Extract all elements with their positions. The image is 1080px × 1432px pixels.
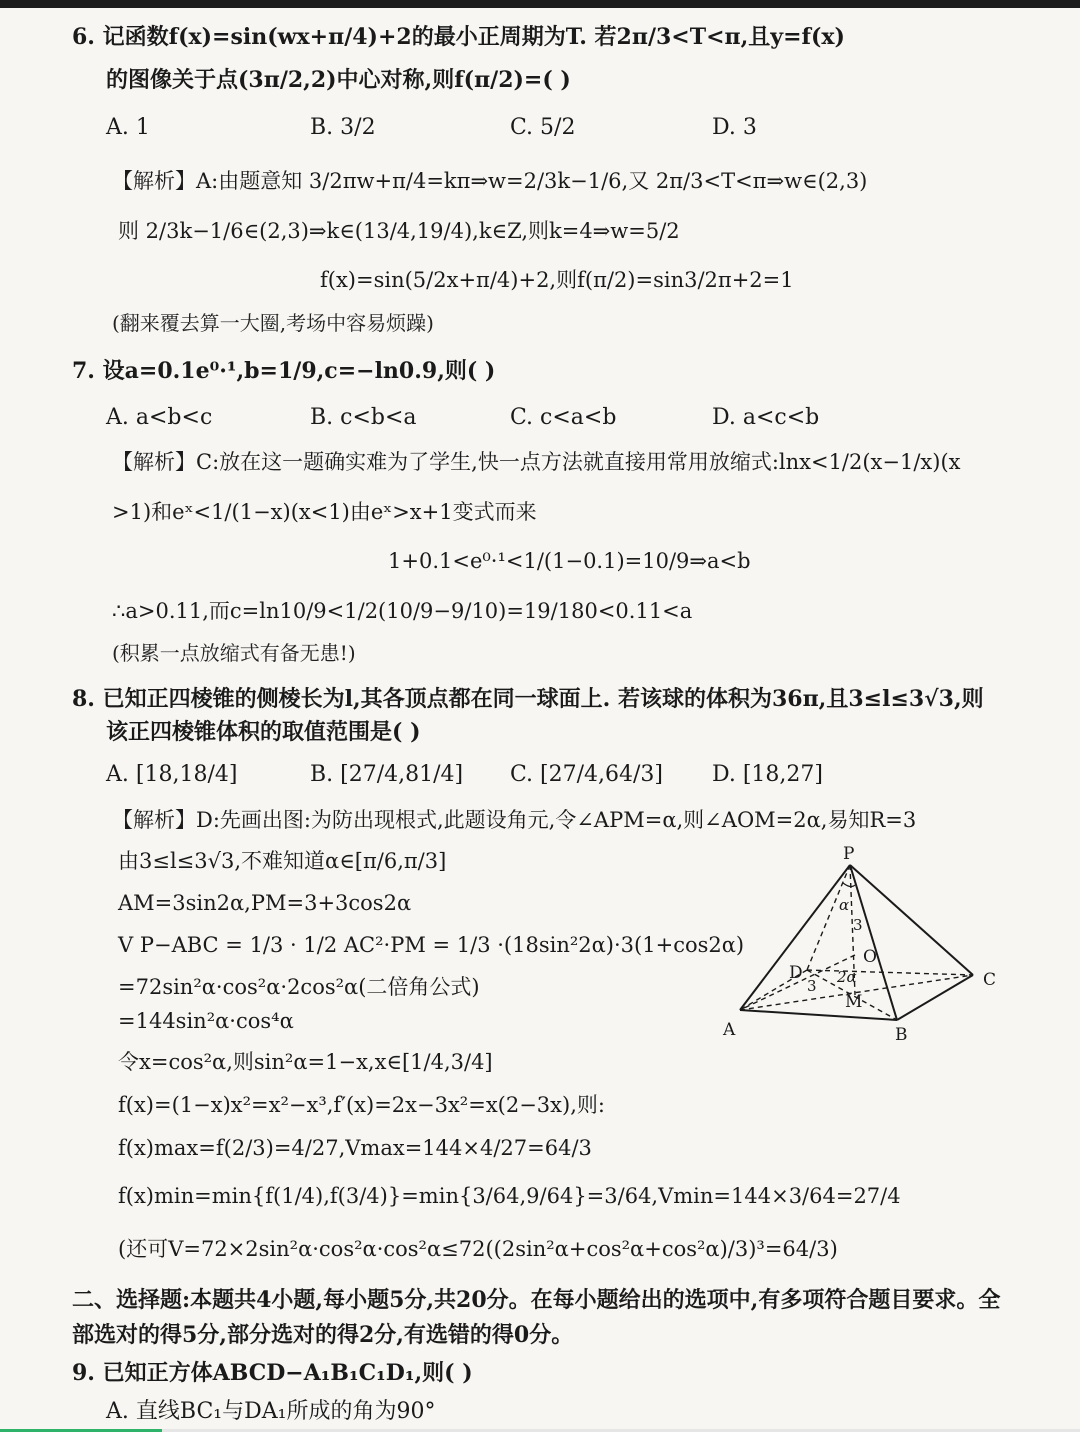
q8-option-a: A. [18,18/4] <box>106 762 238 787</box>
q6-option-d: D. 3 <box>712 115 757 140</box>
q7-option-a: A. a<b<c <box>106 405 213 430</box>
q8-solution-line6: =144sin²α·cos⁴α <box>118 1009 294 1033</box>
label-2alpha: 2α <box>837 968 857 986</box>
q8-solution-line4: V P−ABC = 1/3 · 1/2 AC²·PM = 1/3 ·(18sin²2α)·3(1+cos2α) <box>118 933 745 957</box>
pyramid-figure <box>715 845 1015 1055</box>
angle-alpha-arc <box>843 883 855 887</box>
q6-solution-line1: 【解析】A:由题意知 3/2πw+π/4=kπ⇒w=2/3k−1/6,又 2π/3<T<π⇒w∈(2,3) <box>112 169 868 193</box>
label-alpha: α <box>839 896 850 914</box>
q7-solution-line3: 1+0.1<e⁰·¹<1/(1−0.1)=10/9⇒a<b <box>388 549 751 573</box>
q8-stem-line1: 8. 已知正四棱锥的侧棱长为l,其各顶点都在同一球面上. 若该球的体积为36π,且3≤l≤3√3,则 <box>72 686 984 712</box>
label-m: M <box>845 992 863 1012</box>
label-d: D <box>789 963 803 983</box>
q8-stem-line2: 该正四棱锥体积的取值范围是( ) <box>106 719 421 745</box>
edge-pa <box>740 865 850 1010</box>
edge-pd <box>807 865 850 970</box>
edge-dc <box>807 970 973 975</box>
q7-comment: (积累一点放缩式有备无患!) <box>112 641 356 665</box>
q6-solution-line2: 则 2/3k−1/6∈(2,3)⇒k∈(13/4,19/4),k∈Z,则k=4⇒w=5/2 <box>118 219 680 243</box>
q8-solution-line2: 由3≤l≤3√3,不难知道α∈[π/6,π/3] <box>118 849 447 873</box>
label-o: O <box>863 947 877 967</box>
q8-solution-line9: f(x)max=f(2/3)=4/27,Vmax=144×4/27=64/3 <box>118 1136 592 1160</box>
q6-stem-line1: 6. 记函数f(x)=sin(wx+π/4)+2的最小正周期为T. 若2π/3<T<π,且y=f(x) <box>72 24 845 50</box>
q8-solution-line3: AM=3sin2α,PM=3+3cos2α <box>118 891 412 915</box>
label-a: A <box>723 1020 736 1040</box>
q7-solution-line1: 【解析】C:放在这一题确实难为了学生,快一点方法就直接用常用放缩式:lnx<1/2(x−1/x)(x <box>112 450 961 474</box>
q8-solution-line10: f(x)min=min{f(1/4),f(3/4)}=min{3/64,9/64}=3/64,Vmin=144×3/64=27/4 <box>118 1184 901 1208</box>
q9-option-a: A. 直线BC₁与DA₁所成的角为90° <box>106 1399 436 1424</box>
label-p: P <box>843 845 855 864</box>
q6-option-b: B. 3/2 <box>310 115 376 140</box>
q6-stem-line2: 的图像关于点(3π/2,2)中心对称,则f(π/2)=( ) <box>106 67 571 93</box>
label-c: C <box>983 970 997 990</box>
q8-option-b: B. [27/4,81/4] <box>310 762 464 787</box>
q8-solution-line11: (还可V=72×2sin²α·cos²α·cos²α≤72((2sin²α+cos²α+cos²α)/3)³=64/3) <box>118 1237 838 1261</box>
q7-option-b: B. c<b<a <box>310 405 417 430</box>
q8-option-c: C. [27/4,64/3] <box>510 762 664 787</box>
q6-solution-line3: f(x)=sin(5/2x+π/4)+2,则f(π/2)=sin3/2π+2=1 <box>320 268 794 292</box>
q6-option-c: C. 5/2 <box>510 115 576 140</box>
q7-option-d: D. a<c<b <box>712 405 820 430</box>
q7-solution-line4: ∴a>0.11,而c=ln10/9<1/2(10/9−9/10)=19/180<0.11<a <box>112 599 693 623</box>
q7-solution-line2: >1)和eˣ<1/(1−x)(x<1)由eˣ>x+1变式而来 <box>112 500 537 524</box>
q8-solution-line8: f(x)=(1−x)x²=x²−x³,f′(x)=2x−3x²=x(2−3x),则: <box>118 1093 605 1117</box>
q8-solution-line5: =72sin²α·cos²α·2cos²α(二倍角公式) <box>118 975 480 999</box>
q8-option-d: D. [18,27] <box>712 762 823 787</box>
section2-heading-line2: 部选对的得5分,部分选对的得2分,有选错的得0分。 <box>72 1322 574 1348</box>
q7-stem: 7. 设a=0.1e⁰·¹,b=1/9,c=−ln0.9,则( ) <box>72 358 496 384</box>
q6-comment: (翻来覆去算一大圈,考场中容易烦躁) <box>112 311 434 335</box>
q8-solution-line7: 令x=cos²α,则sin²α=1−x,x∈[1/4,3/4] <box>118 1050 493 1074</box>
q7-option-c: C. c<a<b <box>510 405 617 430</box>
edge-bc <box>897 975 973 1020</box>
section2-heading-line1: 二、选择题:本题共4小题,每小题5分,共20分。在每小题给出的选项中,有多项符合题目要求。全 <box>72 1287 1001 1313</box>
label-radius-3b: 3 <box>807 977 817 995</box>
edge-ab <box>740 1010 897 1020</box>
q9-stem: 9. 已知正方体ABCD−A₁B₁C₁D₁,则( ) <box>72 1360 473 1386</box>
label-radius-3: 3 <box>853 916 863 934</box>
q8-solution-line1: 【解析】D:先画出图:为防出现根式,此题设角元,令∠APM=α,则∠AOM=2α,易知R=3 <box>112 808 917 832</box>
label-b: B <box>895 1025 908 1045</box>
q6-option-a: A. 1 <box>106 115 150 140</box>
